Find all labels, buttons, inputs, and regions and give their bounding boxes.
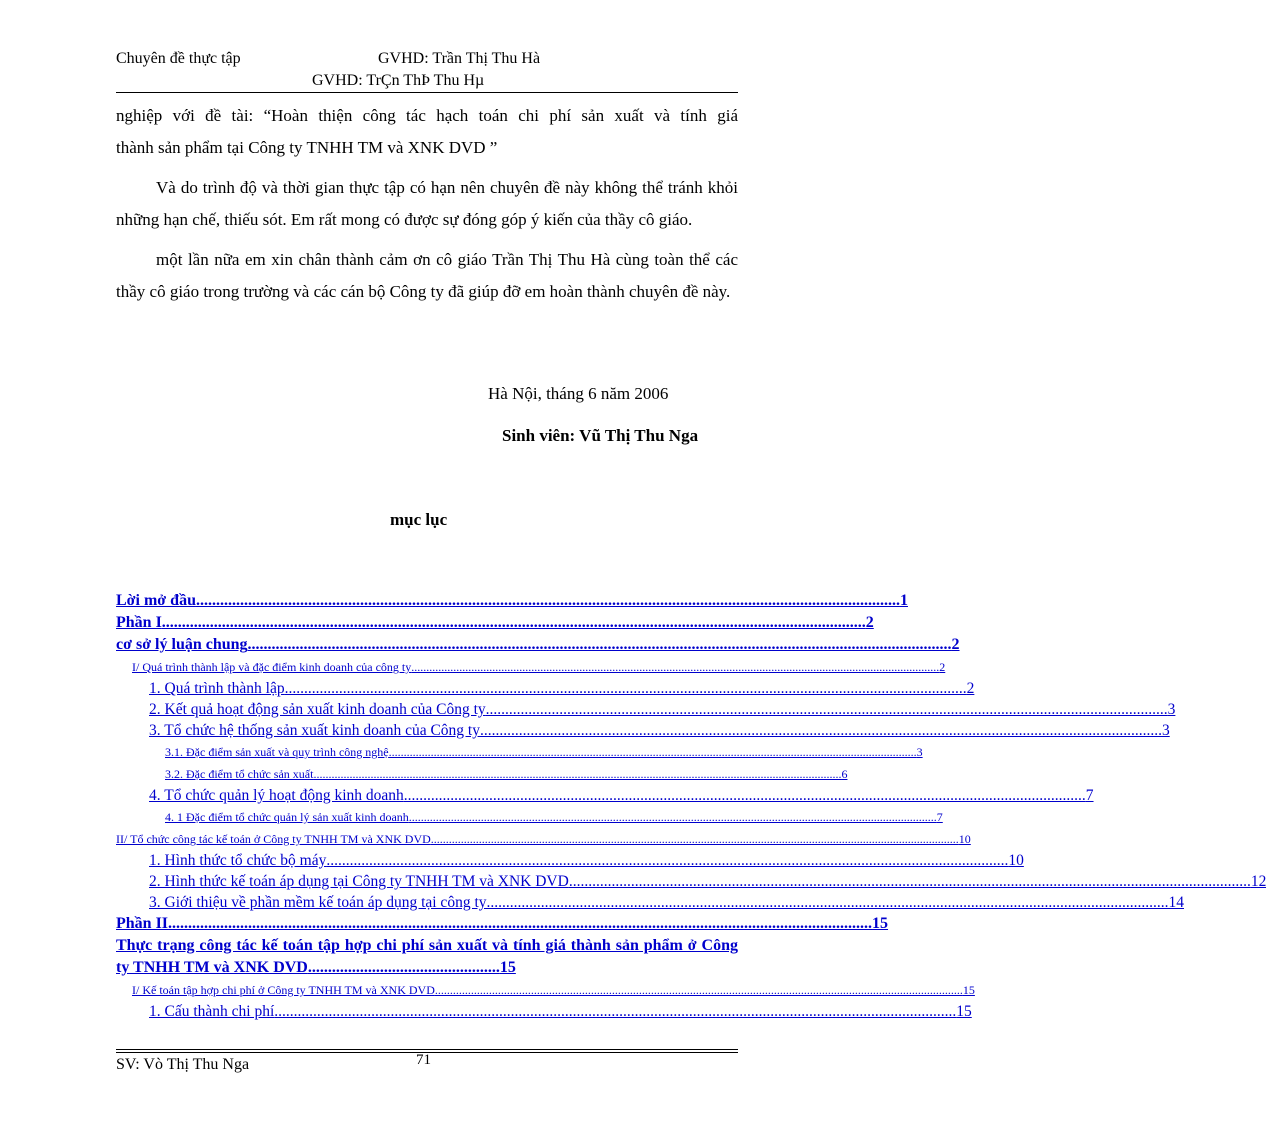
toc-item-co-so-ly-luan[interactable]: cơ sở lý luận chung ................................................................................................................................................................................ 2	[116, 636, 960, 653]
toc-item-to-chuc-ke-toan-section[interactable]: II/ Tổ chức công tác kế toán ở Công ty TNHH TM và XNK DVD ................................................................................................................................................................................ 10	[116, 832, 971, 846]
footer-student: SV: Vò Thị Thu Nga	[116, 1056, 250, 1073]
toc-item-2-hinh-thuc-ke-toan[interactable]: 2. Hình thức kế toán áp dụng tại Công ty TNHH TM và XNK DVD ................................................................................................................................................................................ 12	[149, 873, 1266, 890]
paragraph-2: Và do trình độ và thời gian thực tập có hạn nên chuyên đề này không thể tránh khỏi những hạn chế, thiếu sót. Em rất mong có được sự đóng góp ý kiến của thầy cô giáo.	[116, 178, 738, 229]
toc-item-3-2[interactable]: 3.2. Đặc điểm tổ chức sản xuất ................................................................................................................................................................................ 6	[165, 767, 848, 781]
toc-item-phan-1[interactable]: Phần I ................................................................................................................................................................................ 2	[116, 614, 874, 631]
page-number: 71	[416, 1052, 431, 1068]
paragraph-1-line-1: nghiệp với đề tài: “Hoàn thiện công tác hạch toán chi phí sản xuất và tính giá	[116, 106, 738, 125]
date-line: Hà Nội, tháng 6 năm 2006	[488, 384, 669, 403]
toc-item-3-1[interactable]: 3.1. Đặc điểm sản xuất và quy trình công nghệ ................................................................................................................................................................................ 3	[165, 745, 923, 759]
toc-item-1-hinh-thuc-to-chuc[interactable]: 1. Hình thức tổ chức bộ máy ................................................................................................................................................................................ 10	[149, 852, 1024, 869]
toc-item-3-phan-mem[interactable]: 3. Giới thiệu về phần mềm kế toán áp dụng tại công ty ................................................................................................................................................................................ 14	[149, 894, 1184, 911]
toc-title: mục lục	[390, 510, 448, 529]
toc-item-4-1[interactable]: 4. 1 Đặc điểm tổ chức quản lý sản xuất kinh doanh ................................................................................................................................................................................ 7	[165, 810, 943, 824]
toc-leader: ................................................................................................................................................................................	[195, 592, 900, 609]
paragraph-3: một lần nữa em xin chân thành cảm ơn cô giáo Trần Thị Thu Hà cùng toàn thể các thầy cô giáo trong trường và các cán bộ Công ty đã giúp đỡ em hoàn thành chuyên đề này.	[116, 250, 738, 301]
header-rule	[116, 92, 738, 93]
header-supervisor: GVHD: Trần Thị Thu Hà	[378, 50, 541, 67]
toc-item-4-to-chuc-quan-ly[interactable]: 4. Tổ chức quản lý hoạt động kinh doanh ................................................................................................................................................................................ 7	[149, 787, 1094, 804]
header-supervisor-garbled: GVHD: TrÇn ThÞ Thu Hµ	[312, 72, 485, 89]
toc-item-phan-2[interactable]: Phần II ................................................................................................................................................................................ 15	[116, 915, 889, 932]
toc-item-ke-toan-tap-hop[interactable]: I/ Kế toán tập hợp chi phí ở Công ty TNHH TM và XNK DVD ................................................................................................................................................................................ 15	[132, 983, 975, 997]
toc-item-1-cau-thanh[interactable]: 1. Cấu thành chi phí ................................................................................................................................................................................ 15	[149, 1003, 972, 1020]
footer-rule-1	[116, 1049, 738, 1050]
toc-item-qua-trinh-thanh-lap-section[interactable]: I/ Quá trình thành lập và đặc điểm kinh doanh của công ty ................................................................................................................................................................................ 2	[132, 660, 946, 674]
toc-item-3-to-chuc-he-thong[interactable]: 3. Tổ chức hệ thống sản xuất kinh doanh của Công ty ................................................................................................................................................................................ 3	[149, 722, 1170, 739]
toc-item-1-qua-trinh[interactable]: 1. Quá trình thành lập ................................................................................................................................................................................ 2	[149, 680, 975, 697]
toc-item-thuc-trang[interactable]: Thực trạng công tác kế toán tập hợp chi phí sản xuất và tính giá thành sản phẩm ở Công ty TNHH TM và XNK DVD................................................15	[116, 937, 738, 976]
paragraph-1-line-2: thành sản phẩm tại Công ty TNHH TM và XNK DVD ”	[116, 138, 498, 157]
toc-item-2-ket-qua[interactable]: 2. Kết quả hoạt động sản xuất kinh doanh của Công ty ................................................................................................................................................................................ 3	[149, 701, 1176, 718]
signature-line: Sinh viên: Vũ Thị Thu Nga	[502, 426, 699, 445]
body-text	[116, 100, 738, 308]
header-left-title: Chuyên đề thực tập	[116, 50, 241, 67]
toc-item-loi-mo-dau[interactable]: Lời mở đầu ................................................................................................................................................................................ 1	[116, 590, 738, 612]
table-of-contents	[116, 590, 1266, 1022]
